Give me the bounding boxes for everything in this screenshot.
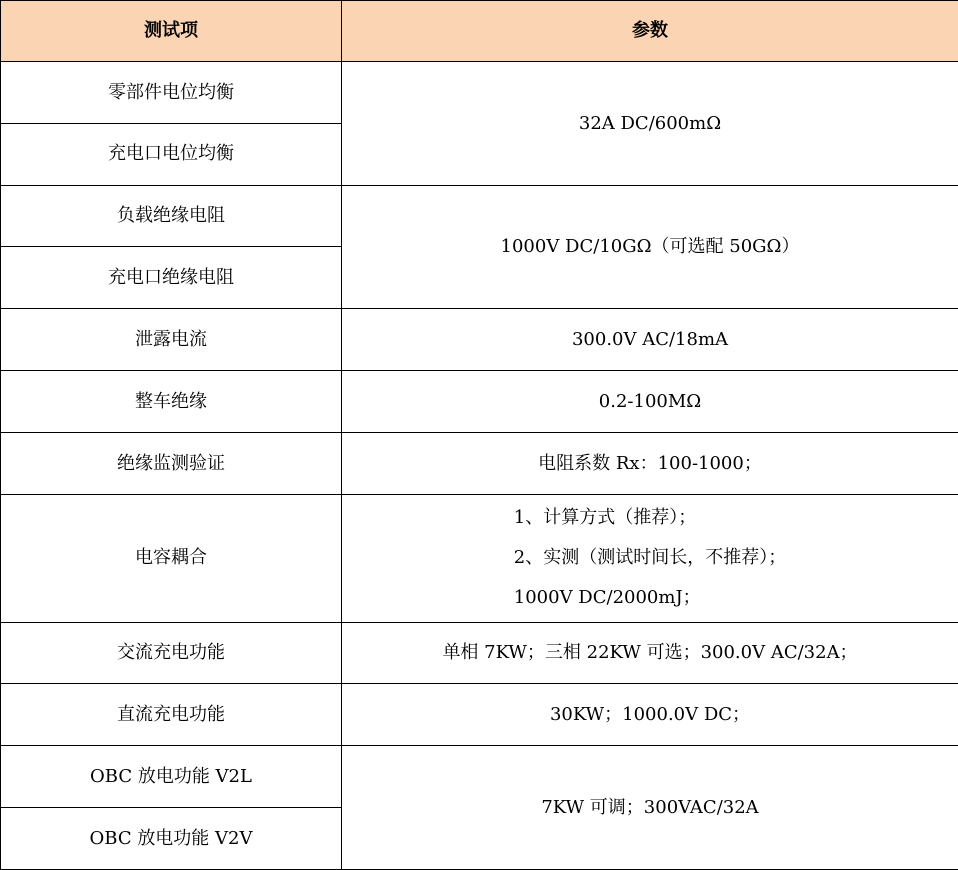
header-test-item: 测试项 [1, 1, 342, 62]
item-cell: 绝缘监测验证 [1, 432, 342, 494]
item-cell: 零部件电位均衡 [1, 62, 342, 124]
header-row [1, 1, 958, 62]
table-row [1, 309, 958, 371]
param-cell-monitor: 电阻系数 Rx：100-1000； [342, 432, 958, 494]
item-cell: 负载绝缘电阻 [1, 185, 342, 247]
table-row [1, 746, 958, 808]
header-parameter: 参数 [342, 1, 958, 62]
table-row [1, 185, 958, 247]
table-row [1, 494, 958, 622]
coupling-line: 2、实测（测试时间长，不推荐）； [513, 547, 787, 569]
param-cell-vehicle-insulation: 0.2-100MΩ [342, 371, 958, 433]
param-cell-insulation-resistance: 1000V DC/10GΩ（可选配 50GΩ） [342, 185, 958, 309]
table-row [1, 684, 958, 746]
item-cell: 交流充电功能 [1, 622, 342, 684]
table-row [1, 622, 958, 684]
param-cell-coupling [342, 494, 958, 622]
table-row [1, 62, 958, 124]
item-cell: 充电口绝缘电阻 [1, 247, 342, 309]
param-cell-ac-charge: 单相 7KW；三相 22KW 可选；300.0V AC/32A； [342, 622, 958, 684]
item-cell: 电容耦合 [1, 494, 342, 622]
param-cell-leakage: 300.0V AC/18mA [342, 309, 958, 371]
param-cell-potential: 32A DC/600mΩ [342, 62, 958, 186]
item-cell: 泄露电流 [1, 309, 342, 371]
param-cell-obc: 7KW 可调；300VAC/32A [342, 746, 958, 870]
item-cell: 整车绝缘 [1, 371, 342, 433]
param-cell-dc-charge: 30KW；1000.0V DC； [342, 684, 958, 746]
table-row [1, 371, 958, 433]
coupling-lines [514, 498, 786, 618]
coupling-line: 1、计算方式（推荐）； [513, 507, 697, 529]
item-cell: 充电口电位均衡 [1, 123, 342, 185]
item-cell: 直流充电功能 [1, 684, 342, 746]
item-cell: OBC 放电功能 V2L [1, 746, 342, 808]
item-cell: OBC 放电功能 V2V [1, 808, 342, 870]
coupling-line: 1000V DC/2000mJ； [513, 587, 701, 609]
table-row [1, 432, 958, 494]
